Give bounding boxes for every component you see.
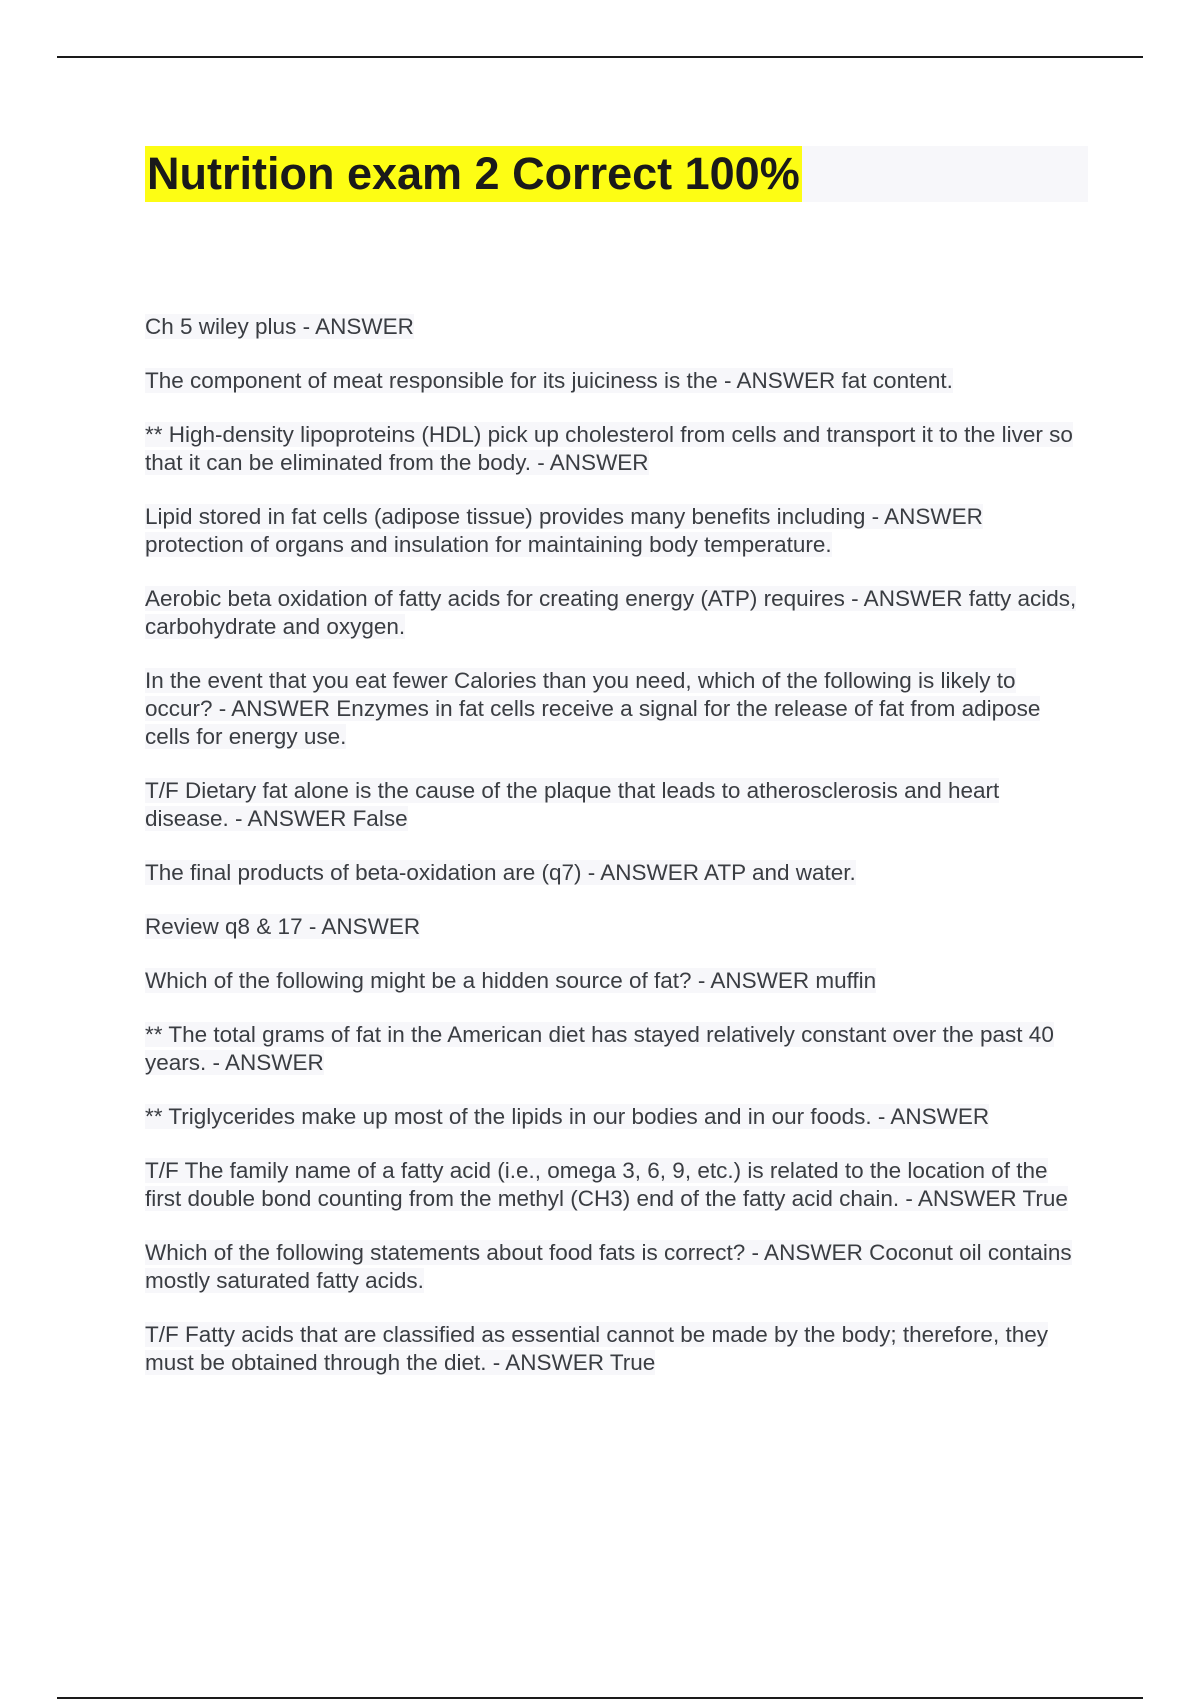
top-rule (57, 56, 1143, 58)
qa-text: ** The total grams of fat in the American diet has stayed relatively constant over the past 40 years. - ANSWER (145, 1022, 1054, 1075)
qa-text: Lipid stored in fat cells (adipose tissue) provides many benefits including - ANSWER protection of organs and insulation for maintaining body temperature. (145, 504, 983, 557)
qa-item (145, 503, 1085, 559)
qa-text: Aerobic beta oxidation of fatty acids for creating energy (ATP) requires - ANSWER fatty acids, carbohydrate and oxygen. (145, 586, 1077, 639)
qa-item (145, 1103, 1085, 1131)
qa-item (145, 859, 1085, 887)
qa-item (145, 667, 1085, 751)
qa-text: Review q8 & 17 - ANSWER (145, 914, 421, 939)
qa-text: Ch 5 wiley plus - ANSWER (145, 314, 414, 339)
qa-text: The component of meat responsible for its juiciness is the - ANSWER fat content. (145, 368, 953, 393)
qa-item (145, 313, 1085, 341)
qa-item (145, 585, 1085, 641)
qa-item (145, 1239, 1085, 1295)
bottom-rule (57, 1697, 1143, 1699)
qa-item (145, 421, 1085, 477)
document-title: Nutrition exam 2 Correct 100% (145, 146, 802, 202)
qa-text: ** Triglycerides make up most of the lipids in our bodies and in our foods. - ANSWER (145, 1104, 990, 1129)
qa-item (145, 367, 1085, 395)
qa-item (145, 967, 1085, 995)
qa-item (145, 1021, 1085, 1077)
qa-text: T/F The family name of a fatty acid (i.e., omega 3, 6, 9, etc.) is related to the location of the first double bond counting from the methyl (CH3) end of the fatty acid chain. - ANSWER True (145, 1158, 1068, 1211)
qa-item (145, 913, 1085, 941)
qa-item (145, 1321, 1085, 1377)
qa-text: In the event that you eat fewer Calories than you need, which of the following is likely to occur? - ANSWER Enzymes in fat cells receive a signal for the release of fat from adipose cells for energy use. (145, 668, 1041, 749)
qa-text: The final products of beta-oxidation are (q7) - ANSWER ATP and water. (145, 860, 856, 885)
qa-text: ** High-density lipoproteins (HDL) pick up cholesterol from cells and transport it to the liver so that it can be eliminated from the body. - ANSWER (145, 422, 1073, 475)
qa-item (145, 1157, 1085, 1213)
qa-text: T/F Dietary fat alone is the cause of the plaque that leads to atherosclerosis and heart disease. - ANSWER False (145, 778, 1000, 831)
qa-item (145, 777, 1085, 833)
qa-text: T/F Fatty acids that are classified as essential cannot be made by the body; therefore, they must be obtained through the diet. - ANSWER True (145, 1322, 1048, 1375)
qa-text: Which of the following might be a hidden source of fat? - ANSWER muffin (145, 968, 877, 993)
qa-text: Which of the following statements about food fats is correct? - ANSWER Coconut oil contains mostly saturated fatty acids. (145, 1240, 1072, 1293)
qa-list (145, 313, 1085, 1403)
